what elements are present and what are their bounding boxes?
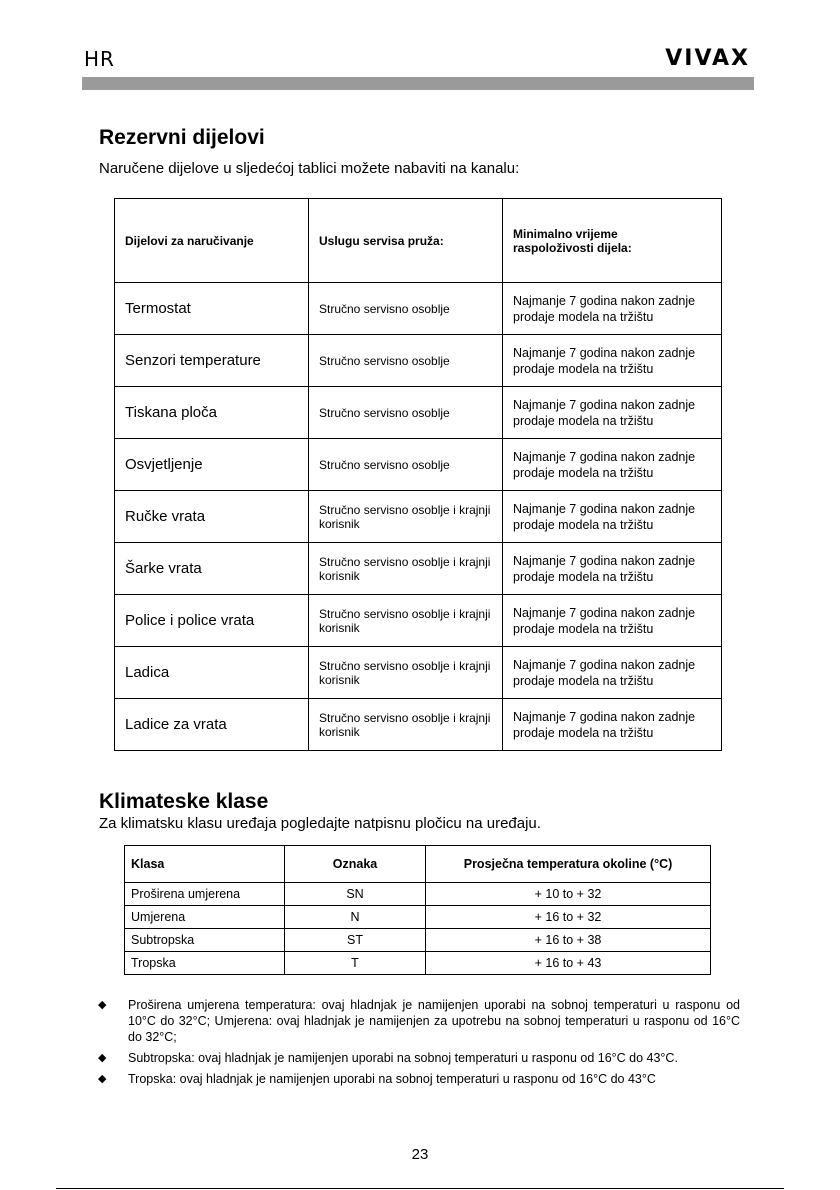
availability-period: Najmanje 7 godina nakon zadnje prodaje modela na tržištu <box>503 543 722 595</box>
part-name: Termostat <box>115 283 309 335</box>
climate-code: T <box>285 952 426 975</box>
header-divider <box>82 77 754 90</box>
list-item <box>98 1071 740 1087</box>
service-provider: Stručno servisno osoblje i krajnji korisnik <box>309 543 503 595</box>
footer-divider <box>56 1188 784 1189</box>
table-row <box>115 439 722 491</box>
availability-period: Najmanje 7 godina nakon zadnje prodaje modela na tržištu <box>503 283 722 335</box>
climate-code: SN <box>285 883 426 906</box>
availability-period: Najmanje 7 godina nakon zadnje prodaje modela na tržištu <box>503 699 722 751</box>
table-header-row <box>115 199 722 283</box>
table-row <box>125 952 711 975</box>
table-row <box>125 906 711 929</box>
service-provider: Stručno servisno osoblje <box>309 335 503 387</box>
column-header-class: Klasa <box>125 846 285 883</box>
spare-parts-table <box>114 198 722 751</box>
table-row <box>115 647 722 699</box>
note-text: Proširena umjerena temperatura: ovaj hladnjak je namijenjen uporabi na sobnoj temperaturi u rasponu od 10°C do 32°C; Umjerena: ovaj hladnjak je namijenjen za upotrebu na sobnoj temperaturi u rasponu od 16°C do 32°C; <box>128 998 740 1044</box>
spare-parts-intro: Naručene dijelove u sljedećoj tablici možete nabaviti na kanalu: <box>99 160 520 177</box>
temperature-range: + 16 to + 43 <box>426 952 711 975</box>
column-header-availability <box>503 199 722 283</box>
page-number: 23 <box>411 1146 429 1163</box>
diamond-icon: ◆ <box>98 1073 107 1085</box>
part-name: Šarke vrata <box>115 543 309 595</box>
availability-period: Najmanje 7 godina nakon zadnje prodaje modela na tržištu <box>503 647 722 699</box>
diamond-icon: ◆ <box>98 999 107 1011</box>
diamond-icon: ◆ <box>98 1052 107 1064</box>
part-name: Senzori temperature <box>115 335 309 387</box>
climate-class-table <box>124 845 711 975</box>
service-provider: Stručno servisno osoblje <box>309 283 503 335</box>
service-provider: Stručno servisno osoblje i krajnji korisnik <box>309 699 503 751</box>
column-header-availability-line: Minimalno vrijeme <box>513 226 618 241</box>
table-header-row <box>125 846 711 883</box>
spare-parts-title: Rezervni dijelovi <box>99 126 265 149</box>
service-provider: Stručno servisno osoblje i krajnji korisnik <box>309 491 503 543</box>
table-row <box>115 699 722 751</box>
column-header-availability-line: raspoloživosti dijela: <box>513 240 632 255</box>
table-row <box>115 387 722 439</box>
service-provider: Stručno servisno osoblje i krajnji korisnik <box>309 595 503 647</box>
temperature-range: + 16 to + 38 <box>426 929 711 952</box>
column-header-service: Uslugu servisa pruža: <box>309 199 503 283</box>
column-header-code: Oznaka <box>285 846 426 883</box>
climate-intro: Za klimatsku klasu uređaja pogledajte natpisnu pločicu na uređaju. <box>99 815 541 832</box>
table-row <box>125 883 711 906</box>
climate-notes <box>98 997 740 1092</box>
table-row <box>115 283 722 335</box>
note-text: Tropska: ovaj hladnjak je namijenjen uporabi na sobnoj temperaturi u rasponu od 16°C do 43°C <box>128 1072 656 1086</box>
part-name: Ladice za vrata <box>115 699 309 751</box>
part-name: Police i police vrata <box>115 595 309 647</box>
climate-class: Proširena umjerena <box>125 883 285 906</box>
header-language: HR <box>84 47 115 71</box>
part-name: Ručke vrata <box>115 491 309 543</box>
availability-period: Najmanje 7 godina nakon zadnje prodaje modela na tržištu <box>503 335 722 387</box>
climate-class: Subtropska <box>125 929 285 952</box>
availability-period: Najmanje 7 godina nakon zadnje prodaje modela na tržištu <box>503 387 722 439</box>
temperature-range: + 10 to + 32 <box>426 883 711 906</box>
availability-period: Najmanje 7 godina nakon zadnje prodaje modela na tržištu <box>503 439 722 491</box>
part-name: Tiskana ploča <box>115 387 309 439</box>
service-provider: Stručno servisno osoblje <box>309 387 503 439</box>
table-row <box>115 335 722 387</box>
list-item <box>98 997 740 1045</box>
note-text: Subtropska: ovaj hladnjak je namijenjen uporabi na sobnoj temperaturi u rasponu od 16°C do 43°C. <box>128 1051 678 1065</box>
table-row <box>115 543 722 595</box>
list-item <box>98 1050 740 1066</box>
column-header-temperature: Prosječna temperatura okoline (°C) <box>426 846 711 883</box>
column-header-part: Dijelovi za naručivanje <box>115 199 309 283</box>
availability-period: Najmanje 7 godina nakon zadnje prodaje modela na tržištu <box>503 491 722 543</box>
climate-class: Umjerena <box>125 906 285 929</box>
temperature-range: + 16 to + 32 <box>426 906 711 929</box>
climate-title: Klimateske klase <box>99 790 269 813</box>
part-name: Osvjetljenje <box>115 439 309 491</box>
table-row <box>115 491 722 543</box>
brand-logo: VIVAX <box>665 46 750 71</box>
table-row <box>125 929 711 952</box>
climate-class: Tropska <box>125 952 285 975</box>
part-name: Ladica <box>115 647 309 699</box>
service-provider: Stručno servisno osoblje <box>309 439 503 491</box>
table-row <box>115 595 722 647</box>
service-provider: Stručno servisno osoblje i krajnji korisnik <box>309 647 503 699</box>
availability-period: Najmanje 7 godina nakon zadnje prodaje modela na tržištu <box>503 595 722 647</box>
climate-code: N <box>285 906 426 929</box>
climate-code: ST <box>285 929 426 952</box>
